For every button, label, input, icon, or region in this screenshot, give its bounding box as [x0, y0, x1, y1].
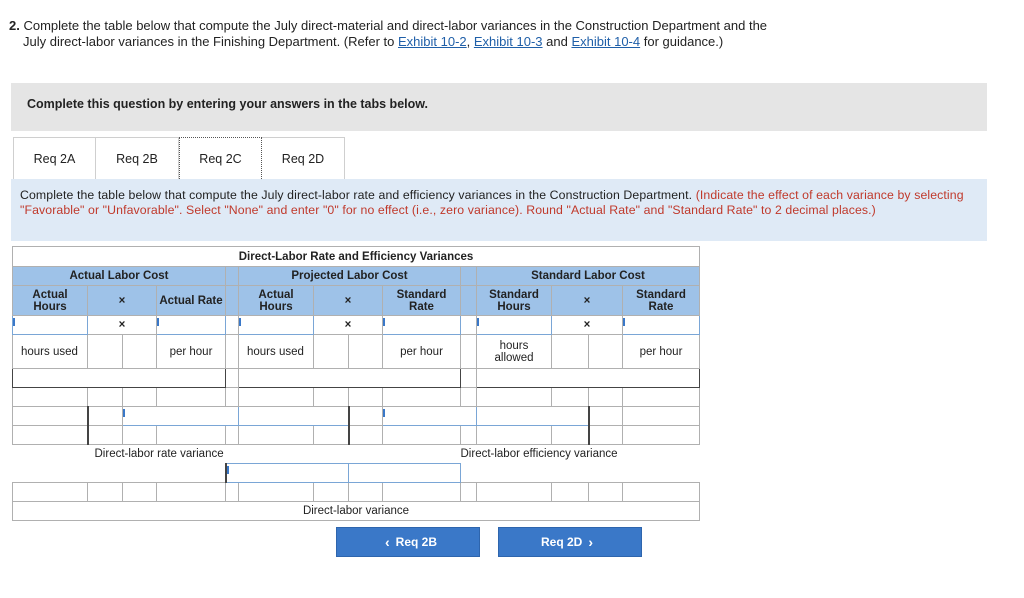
empty-cell	[349, 335, 383, 369]
empty-cell	[552, 483, 589, 502]
projected-standard-rate-input[interactable]	[383, 316, 461, 335]
separator: and	[542, 34, 572, 49]
tab-req-2c[interactable]: Req 2C	[179, 137, 262, 179]
empty-cell	[477, 483, 552, 502]
times-icon: ×	[88, 316, 157, 335]
actual-rate-header: Actual Rate	[157, 286, 226, 316]
labor-variance-label: Direct-labor variance	[13, 502, 700, 521]
empty-cell	[589, 483, 623, 502]
tab-req-2d[interactable]: Req 2D	[262, 137, 345, 179]
empty-cell	[349, 483, 383, 502]
empty-cell	[157, 388, 226, 407]
projected-labor-cost-header: Projected Labor Cost	[239, 267, 461, 286]
chevron-left-icon: ‹	[384, 534, 390, 550]
empty-cell	[552, 335, 589, 369]
exhibit-10-3-link[interactable]: Exhibit 10-3	[473, 34, 543, 49]
empty-cell	[157, 426, 226, 445]
standard-hours-header: Standard Hours	[477, 286, 552, 316]
projected-labor-cost-total[interactable]	[239, 369, 461, 388]
next-req-label: Req 2D	[540, 535, 583, 549]
standard-hours-input[interactable]	[477, 316, 552, 335]
empty-cell	[623, 464, 700, 483]
spacer-cell	[461, 369, 477, 388]
standard-labor-cost-total[interactable]	[477, 369, 700, 388]
next-req-button[interactable]	[498, 527, 642, 557]
tab-bar	[13, 137, 345, 179]
labor-variance-effect-select[interactable]	[349, 464, 461, 483]
separator: ,	[466, 34, 474, 49]
empty-cell	[123, 388, 157, 407]
empty-cell	[123, 483, 157, 502]
empty-cell	[226, 483, 239, 502]
hours-used-label: hours used	[239, 335, 314, 369]
prev-req-label: Req 2B	[395, 535, 437, 549]
empty-cell	[314, 483, 349, 502]
empty-cell	[239, 483, 314, 502]
empty-cell	[477, 388, 552, 407]
instructions-banner: Complete this question by entering your answers in the tabs below.	[11, 83, 987, 131]
empty-cell	[13, 426, 88, 445]
empty-cell	[226, 426, 239, 445]
bracket-cell	[349, 407, 383, 426]
empty-cell	[13, 388, 88, 407]
empty-cell	[349, 388, 383, 407]
empty-cell	[589, 388, 623, 407]
empty-cell	[13, 483, 88, 502]
question-number: 2.	[9, 18, 20, 33]
standard-rate-header: Standard Rate	[623, 286, 700, 316]
exhibit-10-2-link[interactable]: Exhibit 10-2	[398, 34, 467, 49]
empty-cell	[123, 426, 157, 445]
efficiency-variance-amount-input[interactable]	[383, 407, 477, 426]
times-icon: ×	[314, 316, 383, 335]
empty-cell	[623, 483, 700, 502]
instructions-note: (Indicate the effect of each variance by selecting "Favorable" or "Unfavorable". Select "None" and enter "0" for no effect (i.e., zero variance). Round "Actual Rate" and "Standard Rate" to 2 decimal places.)	[20, 188, 964, 217]
bracket-cell	[88, 407, 123, 426]
tab-req-2a[interactable]: Req 2A	[13, 137, 96, 179]
empty-cell	[461, 464, 477, 483]
standard-labor-cost-header: Standard Labor Cost	[477, 267, 700, 286]
empty-cell	[157, 483, 226, 502]
actual-hours-input[interactable]	[13, 316, 88, 335]
empty-cell	[123, 335, 157, 369]
empty-cell	[226, 335, 239, 369]
question-text	[9, 18, 999, 50]
projected-actual-hours-input[interactable]	[239, 316, 314, 335]
empty-cell	[88, 335, 123, 369]
rate-variance-amount-input[interactable]	[123, 407, 239, 426]
question-line2-end: for guidance.)	[640, 34, 724, 49]
empty-cell	[383, 426, 461, 445]
times-icon: ×	[552, 286, 623, 316]
instructions-main: Complete the table below that compute the July direct-labor rate and efficiency variances in the Construction Department.	[20, 188, 696, 202]
spacer-cell	[461, 316, 477, 335]
per-hour-label: per hour	[383, 335, 461, 369]
table-title: Direct-Labor Rate and Efficiency Variances	[13, 247, 700, 267]
per-hour-label: per hour	[623, 335, 700, 369]
empty-cell	[461, 483, 477, 502]
prev-req-button[interactable]	[336, 527, 480, 557]
actual-labor-cost-total[interactable]	[13, 369, 226, 388]
header-spacer	[461, 286, 477, 316]
empty-cell	[13, 464, 88, 483]
actual-labor-cost-header: Actual Labor Cost	[13, 267, 226, 286]
empty-cell	[623, 407, 700, 426]
bracket-cell	[349, 426, 383, 445]
empty-cell	[477, 464, 552, 483]
projected-standard-rate-header: Standard Rate	[383, 286, 461, 316]
empty-cell	[383, 483, 461, 502]
question-line2	[9, 34, 999, 50]
rate-variance-effect-select[interactable]	[239, 407, 349, 426]
empty-cell	[461, 335, 477, 369]
question-line2-text: July direct-labor variances in the Finishing Department. (Refer to	[23, 34, 398, 49]
hours-used-label: hours used	[13, 335, 88, 369]
bracket-cell	[589, 426, 623, 445]
spacer-cell	[226, 369, 239, 388]
bracket-cell	[589, 407, 623, 426]
empty-cell	[157, 464, 226, 483]
spacer-cell	[226, 316, 239, 335]
empty-cell	[552, 388, 589, 407]
empty-cell	[314, 335, 349, 369]
actual-hours-header: Actual Hours	[13, 286, 88, 316]
empty-cell	[239, 426, 314, 445]
empty-cell	[552, 464, 589, 483]
empty-cell	[88, 483, 123, 502]
empty-cell	[314, 388, 349, 407]
empty-cell	[461, 426, 477, 445]
empty-cell	[88, 464, 123, 483]
chevron-right-icon: ›	[588, 534, 593, 550]
empty-cell	[314, 426, 349, 445]
tab-req-2b[interactable]: Req 2B	[96, 137, 179, 179]
actual-rate-input[interactable]	[157, 316, 226, 335]
per-hour-label: per hour	[157, 335, 226, 369]
times-icon: ×	[314, 286, 383, 316]
empty-cell	[589, 335, 623, 369]
empty-cell	[383, 388, 461, 407]
empty-cell	[13, 407, 88, 426]
empty-cell	[552, 426, 589, 445]
bracket-cell	[88, 426, 123, 445]
standard-rate-input[interactable]	[623, 316, 700, 335]
empty-cell	[461, 388, 477, 407]
header-spacer	[461, 267, 477, 286]
empty-cell	[88, 388, 123, 407]
variance-table	[12, 246, 700, 521]
empty-cell	[226, 388, 239, 407]
empty-cell	[477, 426, 552, 445]
efficiency-variance-effect-select[interactable]	[477, 407, 589, 426]
empty-cell	[239, 388, 314, 407]
times-icon: ×	[552, 316, 623, 335]
rate-variance-label: Direct-labor rate variance	[94, 448, 224, 460]
header-spacer	[226, 267, 239, 286]
efficiency-variance-label: Direct-labor efficiency variance	[460, 448, 618, 461]
tab-instructions	[11, 179, 987, 241]
exhibit-10-4-link[interactable]: Exhibit 10-4	[571, 34, 641, 49]
empty-cell	[123, 464, 157, 483]
times-icon: ×	[88, 286, 157, 316]
projected-actual-hours-header: Actual Hours	[239, 286, 314, 316]
empty-cell	[589, 464, 623, 483]
question-line1: Complete the table below that compute the July direct-material and direct-labor variances in the Construction Department and the	[23, 18, 768, 33]
header-spacer	[226, 286, 239, 316]
empty-cell	[623, 426, 700, 445]
labor-variance-amount-input[interactable]	[226, 464, 349, 483]
empty-cell	[623, 388, 700, 407]
hours-allowed-label: hours allowed	[477, 335, 552, 369]
